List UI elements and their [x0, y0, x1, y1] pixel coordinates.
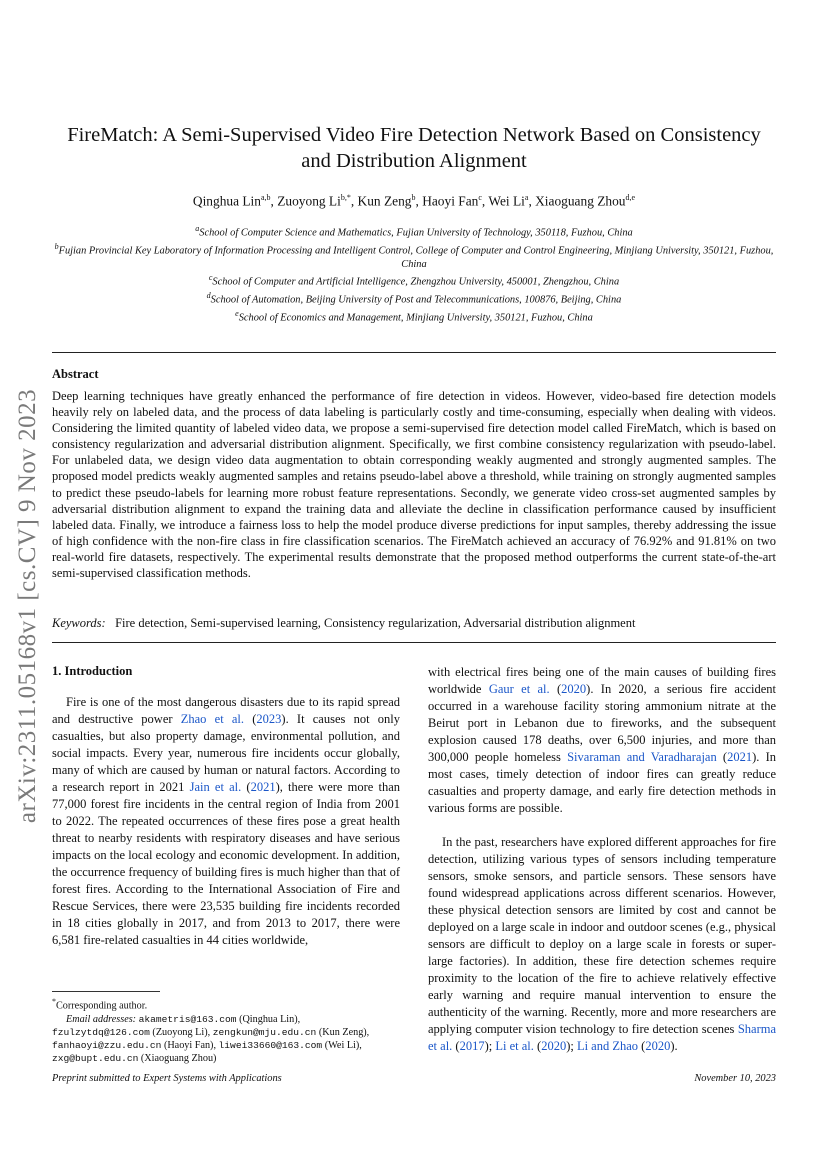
- email-owner: (Qinghua Lin),: [239, 1013, 301, 1025]
- affiliation: [52, 240, 776, 271]
- email-link[interactable]: zengkun@mju.edu.cn: [212, 1026, 317, 1038]
- intro-paragraph: with electrical fires being one of the main causes of building fires worldwide Gaur et al. (2020). In 2020, a serious fire accident occurred in a warehouse facility storing ammonium nitrate at the Beirut port in Lebanon due to fireworks, and the subsequent explosion caused 178 deaths, over 6,500 injuries, and more than 300,000 people homeless Sivaraman and Varadharajan (2021). In most cases, timely detection of indoor fires can greatly reduce casualties and property damage, and early fire detection methods in various forms are possible.: [428, 665, 776, 815]
- abstract-heading: Abstract: [52, 367, 99, 381]
- corresponding-author-text: Corresponding author.: [56, 1000, 148, 1012]
- citation-year-link[interactable]: 2021: [727, 750, 753, 764]
- abstract-text: Deep learning techniques have greatly enhanced the performance of fire detection in videos. However, video-based fire detection models heavily rely on labeled data, and the process of data labeling is particularly costly and time-consuming, especially when dealing with videos. Considering the limited quantity of labeled video data, we propose a semi-supervised fire detection model called FireMatch, which is based on consistency regularization and adversarial distribution alignment. Specifically, we first combine consistency regularization with pseudo-label. For unlabeled data, we design video data augmentation to obtain corresponding weakly augmented and strongly augmented samples. The proposed model predicts weakly augmented samples and retains pseudo-label above a threshold, while training on strongly augmented samples to predict these pseudo-labels for learning more robust feature representations. Secondly, we generate video cross-set augmented samples by adversarial distribution alignment to expand the training data and alleviate the decline in classification performance caused by insufficient labeled data. Finally, we introduce a fairness loss to help the model produce diverse predictions for input samples, thereby addressing the issue of high confidence with the non-fire class in fire classification scenarios. The FireMatch achieved an accuracy of 76.92% and 91.81% on two real-world fire datasets, respectively. The experimental results demonstrate that the proposed method outperforms the current state-of-the-art semi-supervised classification methods.: [52, 389, 776, 581]
- affil-text: School of Computer Science and Mathematics, Fujian University of Technology, 350118, Fuzhou, China: [199, 227, 633, 239]
- email-addresses: [52, 1013, 412, 1026]
- email-owner: (Xiaoguang Zhou): [140, 1053, 217, 1065]
- citation-link[interactable]: Sivaraman and Varadharajan: [567, 750, 717, 764]
- author-affil-mark: a,b: [260, 193, 271, 202]
- author-affil-mark: b,*: [340, 193, 351, 202]
- email-link[interactable]: fzulzytdq@126.com: [52, 1026, 150, 1038]
- email-link[interactable]: fanhaoyi@zzu.edu.cn: [52, 1040, 162, 1051]
- citation-year-link[interactable]: 2020: [645, 1039, 671, 1053]
- email-label: Email addresses:: [66, 1013, 137, 1025]
- section-heading-introduction: 1. Introduction: [52, 664, 133, 678]
- intro-paragraph: In the past, researchers have explored different approaches for fire detection, utilizing various types of sensors including temperature sensors, smoke sensors, and particle sensors. These sensors have found widespread applications across different scenarios. However, these physical detection sensors are limited by cost and cannot be deployed on a large scale in indoor and outdoor scenes (e.g., physical sensors are difficult to deploy on a large scale in forests or super-large factories). In addition, these fire detection schemes require proximity to the location of the fire to achieve relatively effective early warning and require manual intervention to ensure the authenticity of the warning. Recently, more and more researchers are applying computer vision technology to fire detection scenes Sharma et al. (2017); Li et al. (2020); Li and Zhao (2020).: [428, 835, 776, 1053]
- arxiv-identifier: arXiv:2311.05168v1 [cs.CV] 9 Nov 2023: [14, 388, 41, 824]
- footnote-rule: [52, 991, 160, 992]
- affil-mark: b: [54, 241, 59, 251]
- affiliation: [52, 222, 776, 240]
- citation-link[interactable]: Jain et al.: [189, 780, 242, 794]
- author-name: Qinghua Lin: [192, 193, 261, 209]
- author-affil-mark: a: [524, 193, 529, 202]
- citation-link[interactable]: Zhao et al.: [180, 712, 245, 726]
- affiliation: [52, 307, 776, 325]
- email-link[interactable]: akametris@163.com: [138, 1013, 237, 1025]
- author-list: Qinghua Lin$^{a,b}$, Zuoyong $Li^{b,*}$, Kun Zeng$^b$, Haoyi Fan$^c$, Wei Li$^a$, Xiaoguang Zhou$^{d,e}$: [192, 193, 636, 209]
- intro-column-right: [428, 664, 776, 1072]
- email-addresses-cont: [52, 1026, 412, 1039]
- citation-link[interactable]: Sharma et al.: [428, 1022, 776, 1053]
- citation-link[interactable]: Gaur et al.: [488, 682, 550, 696]
- affiliation: [52, 271, 776, 289]
- affil-mark: c: [208, 273, 213, 283]
- citation-year-link[interactable]: 2021: [250, 780, 276, 794]
- paper-title: FireMatch: A Semi-Supervised Video Fire Detection Network Based on Consistency and Distribution Alignment: [67, 124, 761, 172]
- affil-text: Fujian Provincial Key Laboratory of Information Processing and Intelligent Control, College of Computer and Control Engineering, Minjiang University, 350121, Fuzhou, China: [58, 245, 774, 270]
- email-link[interactable]: zxg@bupt.edu.cn: [52, 1053, 139, 1065]
- author-affil-mark: b: [411, 193, 416, 202]
- author-name: Haoyi Fan: [422, 193, 479, 209]
- abstract-bottom-rule: [52, 642, 776, 643]
- affil-mark: e: [235, 308, 239, 318]
- email-owner: (Kun Zeng),: [318, 1026, 370, 1038]
- footer-date: November 10, 2023: [694, 1073, 776, 1084]
- citation-year-link[interactable]: 2023: [256, 712, 282, 726]
- email-link[interactable]: liwei33660@163.com: [218, 1040, 323, 1051]
- keywords-label: Keywords:: [52, 616, 106, 630]
- footer-journal: Preprint submitted to Expert Systems with Applications: [52, 1073, 282, 1084]
- affil-text: School of Automation, Beijing University of Post and Telecommunications, 100876, Beijing, China: [210, 294, 622, 306]
- author-name: Kun Zeng: [357, 193, 412, 209]
- author-affil-mark: c: [478, 193, 482, 202]
- citation-year-link[interactable]: 2020: [541, 1039, 567, 1053]
- citation-link[interactable]: Li and Zhao: [576, 1039, 639, 1053]
- email-owner: (Zuoyong Li),: [152, 1026, 211, 1038]
- email-owner: (Haoyi Fan),: [163, 1040, 216, 1051]
- footnote: [52, 995, 412, 1065]
- intro-paragraph: Fire is one of the most dangerous disasters due to its rapid spread and destructive power Zhao et al. (2023). It causes not only casualties, but also property damage, environmental pollution, and social impacts. Every year, numerous fire incidents occur globally, many of which are caused by human or natural factors. According to a research report in 2021 Jain et al. (2021), there were more than 77,000 forest fire incidents in the central region of India from 2001 to 2022. The repeated occurrences of these fires pose a great health threat to nearby residents with respiratory diseases and have serious impacts on the local ecology and economic development. In addition, the occurrence frequency of building fires is much higher than that of forest fires. According to the International Association of Fire and Rescue Services, there were 23,535 building fire incidents recorded in 18 cities globally in 2017, and from 2013 to 2017, there were 6,581 fire-related casualties in 44 cities worldwide,: [52, 695, 401, 947]
- citation-link[interactable]: Li et al.: [495, 1039, 534, 1053]
- citation-year-link[interactable]: 2020: [561, 682, 587, 696]
- keywords-text: Fire detection, Semi-supervised learning, Consistency regularization, Adversarial distribution alignment: [115, 616, 636, 630]
- affil-text: School of Economics and Management, Minjiang University, 350121, Fuzhou, China: [238, 312, 593, 324]
- affiliation: [52, 289, 776, 307]
- email-addresses-cont: [52, 1052, 412, 1065]
- author-name: Xiaoguang Zhou: [535, 193, 626, 209]
- affiliations: [52, 222, 776, 325]
- affil-mark: d: [206, 291, 211, 301]
- intro-column-left: [52, 694, 400, 966]
- affil-text: School of Computer and Artificial Intelligence, Zhengzhou University, 450001, Zhengzhou, China: [212, 276, 620, 288]
- affil-mark: a: [195, 224, 200, 233]
- author-name: Wei Li: [488, 193, 525, 209]
- keywords: [52, 616, 776, 631]
- email-owner: (Wei Li),: [324, 1040, 362, 1051]
- email-addresses-cont: [52, 1039, 412, 1052]
- arxiv-side-stamp: [8, 366, 48, 846]
- abstract-top-rule: [52, 352, 776, 353]
- author-affil-mark: d,e: [625, 193, 636, 202]
- citation-year-link[interactable]: 2017: [459, 1039, 485, 1053]
- author-name: Zuoyong Li: [277, 193, 341, 209]
- corresponding-author-note: *Corresponding author.: [52, 997, 148, 1012]
